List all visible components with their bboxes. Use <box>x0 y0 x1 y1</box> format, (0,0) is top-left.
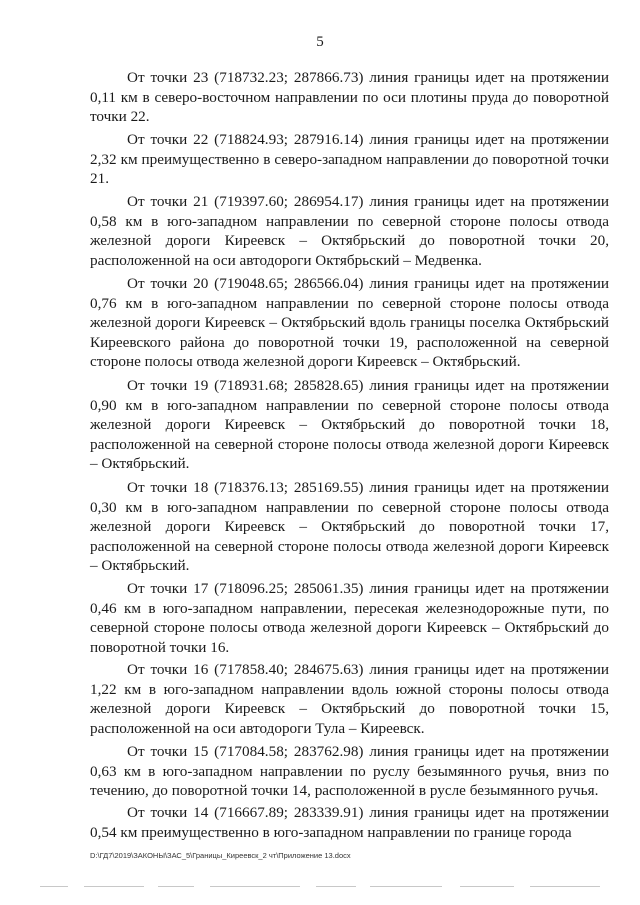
page-number: 5 <box>316 34 324 50</box>
boundary-paragraph-point-18: От точки 18 (718376.13; 285169.55) линия границы идет на протяжении 0,30 км в юго-западном направлении по северной стороне полосы отвода железной дороги Киреевск – Октябрьский до поворотной точки 17, расположенной на северной стороне полосы отвода железной дороги Киреевск – Октябрьский. <box>90 479 609 574</box>
boundary-paragraph-point-20: От точки 20 (719048.65; 286566.04) линия границы идет на протяжении 0,76 км в юго-западном направлении по северной стороне полосы отвода железной дороги Киреевск – Октябрьский вдоль границы поселка Октябрьский Киреевского района до поворотной точки 19, расположенной на северной стороне полосы отвода железной дороги Киреевск – Октябрьский. <box>90 275 609 370</box>
boundary-paragraph-point-14: От точки 14 (716667.89; 283339.91) линия границы идет на протяжении 0,54 км преимущественно в юго-западном направлении по границе города <box>90 804 609 841</box>
boundary-paragraph-point-17: От точки 17 (718096.25; 285061.35) линия границы идет на протяжении 0,46 км в юго-западном направлении, пересекая железнодорожные пути, по северной стороне полосы отвода железной дороги Киреевск – Октябрьский до поворотной точки 16. <box>90 580 609 656</box>
scan-artifact-line <box>40 884 600 890</box>
boundary-paragraph-point-19: От точки 19 (718931.68; 285828.65) линия границы идет на протяжении 0,90 км в юго-западном направлении по северной стороне полосы отвода железной дороги Киреевск – Октябрьский до поворотной точки 18, расположенной на северной стороне полосы отвода железной дороги Киреевск – Октябрьский. <box>90 377 609 472</box>
boundary-paragraph-point-15: От точки 15 (717084.58; 283762.98) линия границы идет на протяжении 0,63 км в юго-западном направлении по руслу безымянного ручья, вниз по течению, до поворотной точки 14, расположенной в русле безымянного ручья. <box>90 743 609 799</box>
boundary-paragraph-point-16: От точки 16 (717858.40; 284675.63) линия границы идет на протяжении 1,22 км в юго-западном направлении вдоль южной стороны полосы отвода железной дороги Киреевск – Октябрьский до поворотной точки 15, расположенной на оси автодороги Тула – Киреевск. <box>90 661 609 737</box>
footer-file-path: D:\ГД7\2019\ЗАКОНЫ\ЗАС_5\Границы_Киреевск_2 чт\Приложение 13.docx <box>90 851 351 860</box>
boundary-paragraph-point-23: От точки 23 (718732.23; 287866.73) линия границы идет на протяжении 0,11 км в северо-восточном направлении по оси плотины пруда до поворотной точки 22. <box>90 69 609 125</box>
boundary-paragraph-point-21: От точки 21 (719397.60; 286954.17) линия границы идет на протяжении 0,58 км в юго-западном направлении по северной стороне полосы отвода железной дороги Киреевск – Октябрьский до поворотной точки 20, расположенной на оси автодороги Октябрьский – Медвенка. <box>90 193 609 269</box>
boundary-paragraph-point-22: От точки 22 (718824.93; 287916.14) линия границы идет на протяжении 2,32 км преимущественно в северо-западном направлении до поворотной точки 21. <box>90 131 609 187</box>
